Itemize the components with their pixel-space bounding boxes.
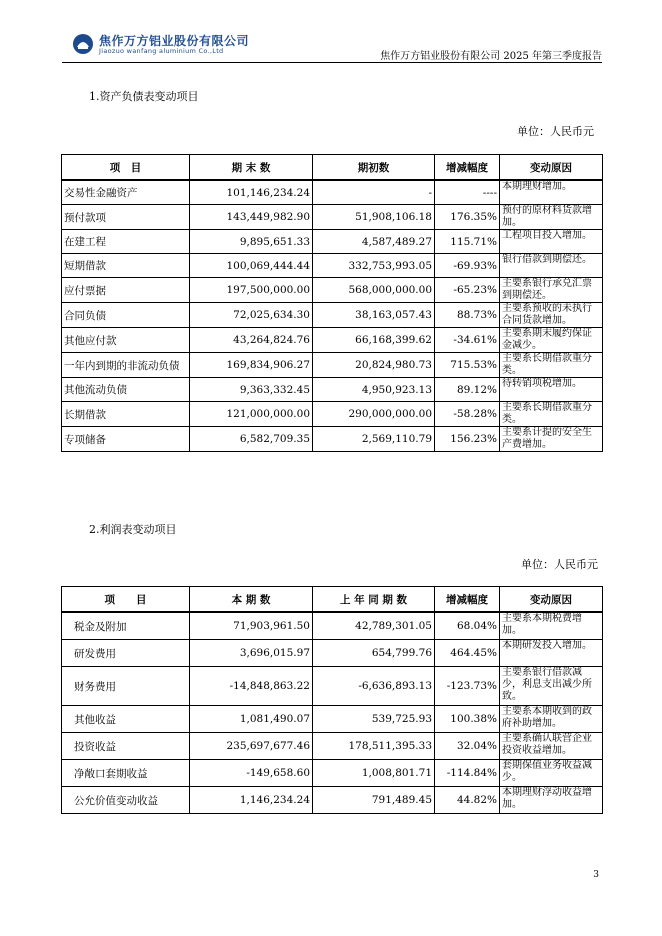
row-end-value-cell: 71,903,961.50	[190, 612, 313, 640]
company-logo	[72, 32, 262, 58]
row-end-value-cell: 235,697,677.46	[190, 733, 313, 760]
row-item-cell: 公允价值变动收益	[62, 787, 190, 814]
table-row	[62, 205, 603, 230]
table-row	[62, 254, 603, 278]
column-header: 上 年 同 期 数	[313, 587, 435, 613]
income-statement-unit: 单位：人民币元	[521, 558, 598, 571]
page-header	[62, 28, 602, 63]
row-reason-cell: 预付的原材料货款增加。	[500, 205, 603, 230]
row-item-cell: 投资收益	[62, 733, 190, 760]
table-row	[62, 427, 603, 452]
row-end-value-cell: 143,449,982.90	[190, 205, 313, 230]
row-begin-value-cell: -	[313, 180, 435, 205]
row-end-value-cell: 9,895,651.33	[190, 230, 313, 254]
row-begin-value-cell: 38,163,057.43	[313, 303, 435, 328]
row-change-cell: 715.53%	[435, 353, 500, 378]
row-item-cell: 长期借款	[62, 402, 190, 427]
row-end-value-cell: 9,363,332.45	[190, 378, 313, 402]
row-begin-value-cell: 539,725.93	[313, 706, 435, 733]
row-begin-value-cell: 20,824,980.73	[313, 353, 435, 378]
row-end-value-cell: 121,000,000.00	[190, 402, 313, 427]
row-item-cell: 在建工程	[62, 230, 190, 254]
table-row	[62, 667, 603, 706]
row-reason-cell: 本期理财增加。	[500, 180, 603, 205]
row-item-cell: 合同负债	[62, 303, 190, 328]
table-row	[62, 230, 603, 254]
row-reason-cell: 主要系长期借款重分类。	[500, 353, 603, 378]
table-row	[62, 278, 603, 303]
row-item-cell: 应付票据	[62, 278, 190, 303]
row-begin-value-cell: -6,636,893.13	[313, 667, 435, 706]
balance-sheet-body	[62, 155, 603, 452]
row-reason-cell: 主要系本期税费增加。	[500, 612, 603, 640]
column-header: 项 目	[62, 155, 190, 181]
row-change-cell: 115.71%	[435, 230, 500, 254]
row-end-value-cell: 101,146,234.24	[190, 180, 313, 205]
row-end-value-cell: -149,658.60	[190, 760, 313, 787]
row-begin-value-cell: 332,753,993.05	[313, 254, 435, 278]
table-row	[62, 733, 603, 760]
row-item-cell: 税金及附加	[62, 612, 190, 640]
row-change-cell: 89.12%	[435, 378, 500, 402]
logo-chinese-name: 焦作万方铝业股份有限公司	[99, 34, 250, 48]
row-end-value-cell: 43,264,824.76	[190, 328, 313, 353]
row-begin-value-cell: 178,511,395.33	[313, 733, 435, 760]
row-begin-value-cell: 791,489.45	[313, 787, 435, 814]
table-row	[62, 303, 603, 328]
row-end-value-cell: -14,848,863.22	[190, 667, 313, 706]
table-row	[62, 706, 603, 733]
table-row	[62, 328, 603, 353]
column-header: 期初数	[313, 155, 435, 181]
column-header: 增减幅度	[435, 155, 500, 181]
row-end-value-cell: 1,146,234.24	[190, 787, 313, 814]
row-change-cell: 100.38%	[435, 706, 500, 733]
column-header: 增减幅度	[435, 587, 500, 613]
row-begin-value-cell: 2,569,110.79	[313, 427, 435, 452]
row-item-cell: 专项储备	[62, 427, 190, 452]
row-change-cell: -65.23%	[435, 278, 500, 303]
row-change-cell: -34.61%	[435, 328, 500, 353]
row-begin-value-cell: 4,587,489.27	[313, 230, 435, 254]
table-header-row	[62, 155, 603, 181]
row-item-cell: 其他应付款	[62, 328, 190, 353]
table-row	[62, 378, 603, 402]
row-reason-cell: 本期理财浮动收益增加。	[500, 787, 603, 814]
row-reason-cell: 套期保值业务收益减少。	[500, 760, 603, 787]
row-reason-cell: 本期研发投入增加。	[500, 640, 603, 667]
row-change-cell: -58.28%	[435, 402, 500, 427]
balance-sheet-unit: 单位：人民币元	[517, 125, 594, 138]
row-item-cell: 短期借款	[62, 254, 190, 278]
row-end-value-cell: 6,582,709.35	[190, 427, 313, 452]
row-end-value-cell: 72,025,634.30	[190, 303, 313, 328]
row-begin-value-cell: 290,000,000.00	[313, 402, 435, 427]
row-change-cell: 68.04%	[435, 612, 500, 640]
balance-sheet-section-title: 1.资产负债表变动项目	[89, 90, 199, 103]
row-change-cell: 156.23%	[435, 427, 500, 452]
row-item-cell: 一年内到期的非流动负债	[62, 353, 190, 378]
table-row	[62, 353, 603, 378]
row-item-cell: 净敞口套期收益	[62, 760, 190, 787]
row-change-cell: -114.84%	[435, 760, 500, 787]
row-reason-cell: 工程项目投入增加。	[500, 230, 603, 254]
row-change-cell: -69.93%	[435, 254, 500, 278]
row-change-cell: -123.73%	[435, 667, 500, 706]
row-reason-cell: 主要系预收的未执行合同货款增加。	[500, 303, 603, 328]
row-reason-cell: 主要系长期借款重分类。	[500, 402, 603, 427]
balance-sheet-table	[61, 154, 603, 452]
row-item-cell: 预付款项	[62, 205, 190, 230]
column-header: 变动原因	[500, 587, 603, 613]
table-row	[62, 612, 603, 640]
income-statement-section-title: 2.利润表变动项目	[89, 523, 177, 536]
row-end-value-cell: 100,069,444.44	[190, 254, 313, 278]
row-item-cell: 其他流动负债	[62, 378, 190, 402]
row-item-cell: 其他收益	[62, 706, 190, 733]
page-number: 3	[593, 870, 599, 880]
row-reason-cell: 主要系本期收到的政府补助增加。	[500, 706, 603, 733]
row-item-cell: 研发费用	[62, 640, 190, 667]
table-row	[62, 640, 603, 667]
row-end-value-cell: 197,500,000.00	[190, 278, 313, 303]
company-logo-icon	[72, 33, 94, 55]
row-change-cell: 176.35%	[435, 205, 500, 230]
column-header: 变动原因	[500, 155, 603, 181]
row-begin-value-cell: 568,000,000.00	[313, 278, 435, 303]
row-reason-cell: 主要系计提的安全生产费增加。	[500, 427, 603, 452]
row-end-value-cell: 1,081,490.07	[190, 706, 313, 733]
row-reason-cell: 银行借款到期偿还。	[500, 254, 603, 278]
column-header: 本 期 数	[190, 587, 313, 613]
table-row	[62, 402, 603, 427]
row-begin-value-cell: 4,950,923.13	[313, 378, 435, 402]
income-statement-body	[62, 587, 603, 814]
row-begin-value-cell: 654,799.76	[313, 640, 435, 667]
row-item-cell: 财务费用	[62, 667, 190, 706]
row-reason-cell: 主要系银行承兑汇票到期偿还。	[500, 278, 603, 303]
row-end-value-cell: 3,696,015.97	[190, 640, 313, 667]
row-end-value-cell: 169,834,906.27	[190, 353, 313, 378]
table-row	[62, 180, 603, 205]
column-header: 期 末 数	[190, 155, 313, 181]
row-reason-cell: 主要系确认联营企业投资收益增加。	[500, 733, 603, 760]
table-header-row	[62, 587, 603, 613]
row-change-cell: 44.82%	[435, 787, 500, 814]
row-change-cell: ----	[435, 180, 500, 205]
row-reason-cell: 主要系期末履约保证金减少。	[500, 328, 603, 353]
income-statement-table	[61, 586, 603, 814]
logo-english-name: Jiaozuo wanfang aluminium Co.,Ltd	[99, 47, 224, 55]
row-begin-value-cell: 42,789,301.05	[313, 612, 435, 640]
row-reason-cell: 主要系银行借款减少，利息支出减少所致。	[500, 667, 603, 706]
table-row	[62, 760, 603, 787]
row-reason-cell: 待转销项税增加。	[500, 378, 603, 402]
row-change-cell: 32.04%	[435, 733, 500, 760]
table-row	[62, 787, 603, 814]
row-begin-value-cell: 51,908,106.18	[313, 205, 435, 230]
row-change-cell: 88.73%	[435, 303, 500, 328]
column-header: 项 目	[62, 587, 190, 613]
row-item-cell: 交易性金融资产	[62, 180, 190, 205]
row-begin-value-cell: 66,168,399.62	[313, 328, 435, 353]
row-begin-value-cell: 1,008,801.71	[313, 760, 435, 787]
report-title: 焦作万方铝业股份有限公司 2025 年第三季度报告	[380, 51, 602, 62]
row-change-cell: 464.45%	[435, 640, 500, 667]
